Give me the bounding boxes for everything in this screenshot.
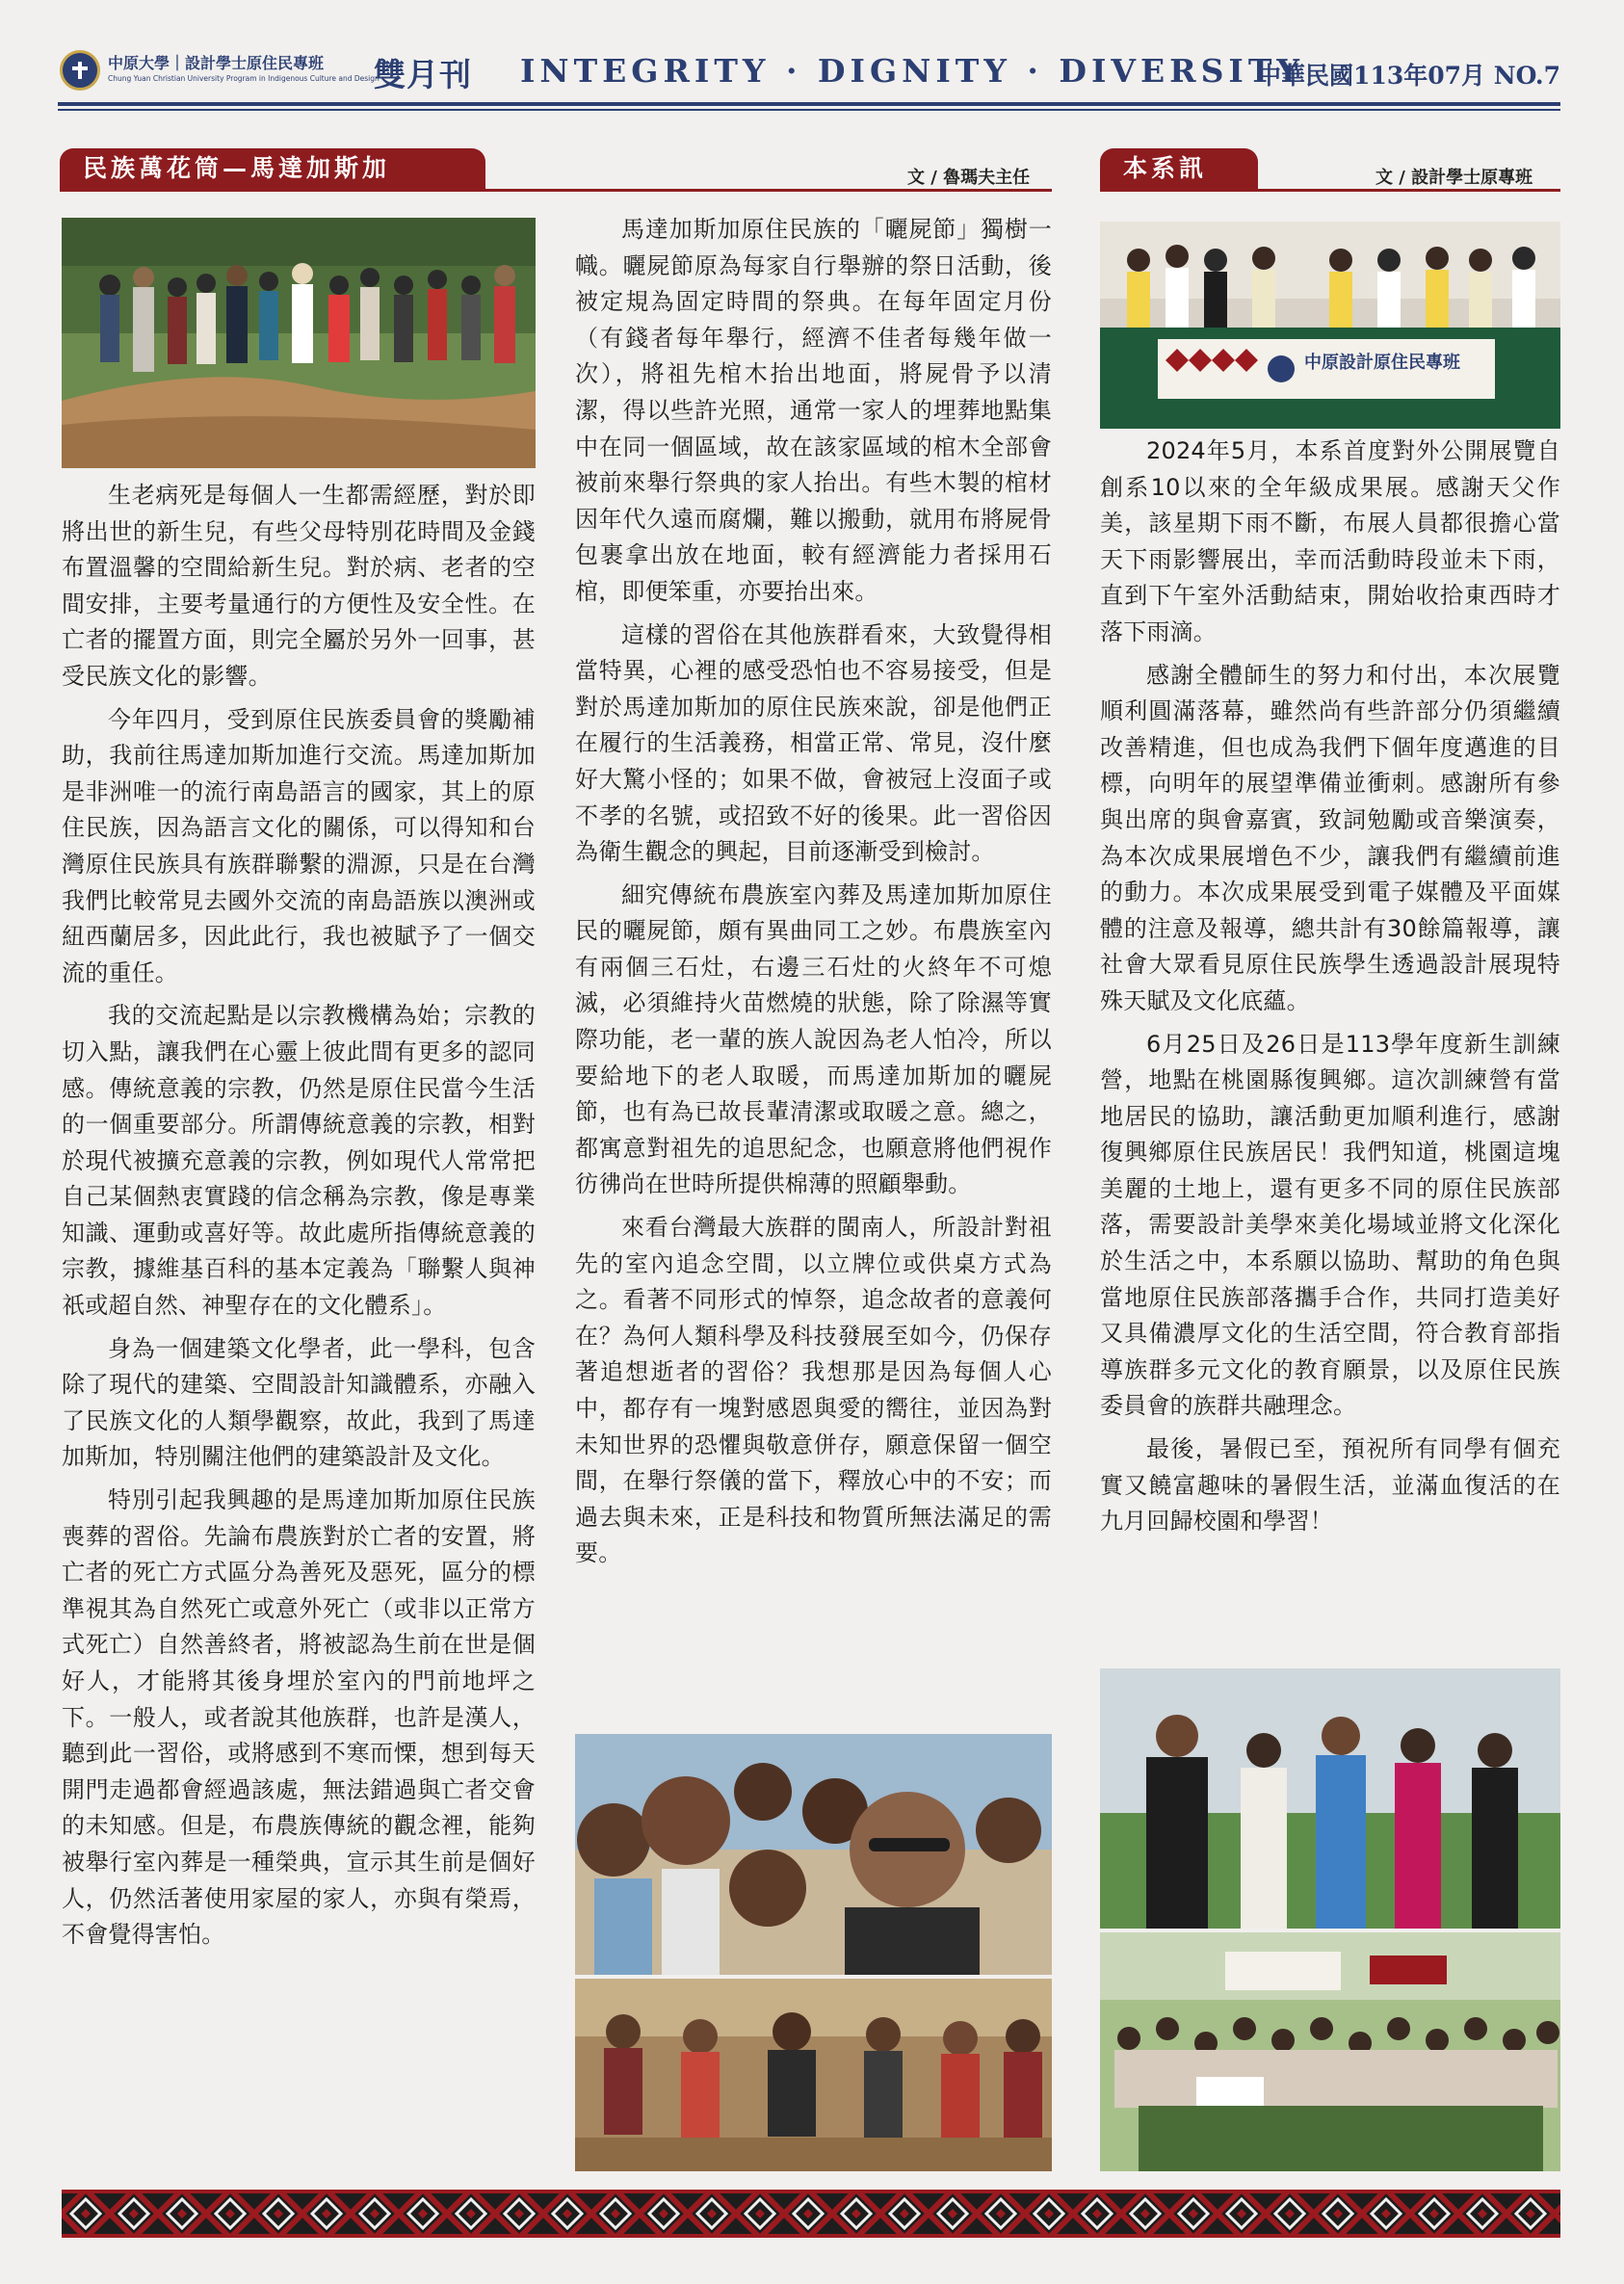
article-paragraph: 感謝全體師生的努力和付出，本次展覽順利圓滿落幕，雖然尚有些許部分仍須繼續改善精進，但也成為我們下個年度邁進的目標，向明年的展望準備並衝刺。感謝所有參與出席的與會嘉賓，致詞勉勵或音樂演奏，為本次成果展增色不少，讓我們有繼續前進的動力。本次成果展受到電子媒體及平面媒體的注意及報導，總共計有30餘篇報導，讓社會大眾看見原住民族學生透過設計展現特殊天賦及文化底蘊。 [1100, 661, 1560, 1014]
photo-exhibition-opening [1100, 222, 1560, 429]
section-underline [1100, 189, 1560, 192]
tribal-pattern-border [62, 2190, 1560, 2238]
article-paragraph: 2024年5月，本系首度對外公開展覽自創系10以來的全年級成果展。感謝天父作美，該星期下雨不斷，布展人員都很擔心當天下雨影響展出，幸而活動時段並未下雨，直到下午室外活動結束，開始收拾東西時才落下雨滴。 [1100, 437, 1560, 645]
photo-village-group [575, 1979, 1052, 2171]
article-paragraph: 我的交流起點是以宗教機構為始；宗教的切入點，讓我們在心靈上彼此間有更多的認同感。傳統意義的宗教，仍然是原住民當今生活的一個重要部分。所謂傳統意義的宗教，相對於現代被擴充意義的宗教，例如現代人常常把自己某個熱衷實踐的信念稱為宗教，像是專業知識、運動或喜好等。故此處所指傳統意義的宗教，據維基百科的基本定義為「聯繫人與神祇或超自然、神聖存在的文化體系」。 [62, 1002, 536, 1320]
photo-crowd-event [1100, 1932, 1560, 2171]
exhibition-banner-text: 中原設計原住民專班 [1304, 353, 1460, 373]
article-paragraph: 特別引起我興趣的是馬達加斯加原住民族喪葬的習俗。先論布農族對於亡者的安置，將亡者的死亡方式區分為善死及惡死，區分的標準視其為自然死亡或意外死亡（或非以正常方式死亡）自然善終者，將被認為生前在世是個好人，才能將其後身埋於室內的門前地坪之下。一般人，或者說其他族群，也許是漢人，聽到此一習俗，或將感到不寒而慄，想到每天開門走過都會經過該處，無法錯過與亡者交會的未知感。但是，布農族傳統的觀念裡，能夠被舉行室內葬是一種榮典，宣示其生前是個好人，仍然活著使用家屋的家人，亦與有榮焉，不會覺得害怕。 [62, 1486, 536, 1949]
issue-date: 中華民國113年07月 NO.7 [1257, 62, 1560, 90]
group-photo-madagascar-hike [62, 218, 536, 468]
header-divider-thin [58, 109, 1560, 111]
photo-dignitaries [1100, 1668, 1560, 1929]
section-title-ethnic-kaleidoscope: 民族萬花筒—馬達加斯加 [60, 148, 485, 189]
article-paragraph: 身為一個建築文化學者，此一學科，包含除了現代的建築、空間設計知識體系，亦融入了民族文化的人類學觀察，故此，我到了馬達加斯加，特別關注他們的建築設計及文化。 [62, 1334, 536, 1471]
section-underline [60, 189, 1052, 192]
article-column-1 [62, 478, 536, 1960]
article-paragraph: 這樣的習俗在其他族群看來，大致覺得相當特異，心裡的感受恐怕也不容易接受，但是對於馬達加斯加的原住民族來說，卻是他們正在履行的生活義務，相當正常、常見，沒什麼好大驚小怪的；如果不做，會被冠上沒面子或不孝的名號，或招致不好的後果。此一習俗因為衛生觀念的興起，目前逐漸受到檢討。 [575, 620, 1052, 866]
header-divider [58, 102, 1560, 106]
section-title-department-news: 本系訊 [1100, 148, 1258, 189]
article-paragraph: 今年四月，受到原住民族委員會的獎勵補助，我前往馬達加斯加進行交流。馬達加斯加是非洲唯一的流行南島語言的國家，其上的原住民族，因為語言文化的關係，可以得知和台灣原住民族具有族群聯繫的淵源，只是在台灣我們比較常見去國外交流的南島語族以澳洲或紐西蘭居多，因此此行，我也被賦予了一個交流的重任。 [62, 705, 536, 986]
university-emblem-icon [60, 50, 100, 91]
article-paragraph: 來看台灣最大族群的閩南人，所設計對祖先的室內追念空間，以立牌位或供桌方式為之。看著不同形式的悼祭，追念故者的意義何在？為何人類科學及科技發展至如今，仍保存著追想逝者的習俗？我想那是因為每個人心中，都存有一塊對感恩與愛的嚮往，並因為對未知世界的恐懼與敬意併存，願意保留一個空間，在舉行祭儀的當下，釋放心中的不安；而過去與未來，正是科技和物質所無法滿足的需要。 [575, 1214, 1052, 1567]
article-paragraph: 馬達加斯加原住民族的「曬屍節」獨樹一幟。曬屍節原為每家自行舉辦的祭日活動，後被定規為固定時間的祭典。在每年固定月份（有錢者每年舉行，經濟不佳者每幾年做一次），將祖先棺木抬出地面，將屍骨予以清潔，得以些許光照，通常一家人的埋葬地點集中在同一個區域，故在該家區域的棺木全部會被前來舉行祭典的家人抬出。有些木製的棺材因年代久遠而腐爛，難以搬動，就用布將屍骨包裹拿出放在地面，較有經濟能力者採用石棺，即便笨重，亦要抬出來。 [575, 216, 1052, 605]
article-paragraph: 最後，暑假已至，預祝所有同學有個充實又饒富趣味的暑假生活，並滿血復活的在九月回歸校園和學習！ [1100, 1435, 1560, 1536]
article-paragraph: 細究傳統布農族室內葬及馬達加斯加原住民的曬屍節，頗有異曲同工之妙。布農族室內有兩個三石灶，右邊三石灶的火終年不可熄滅，必須維持火苗燃燒的狀態，除了除濕等實際功能，老一輩的族人說因為老人怕冷，所以要給地下的老人取暖，而馬達加斯加的曬屍節，也有為已故長輩清潔或取暖之意。總之，都寓意對祖先的追思紀念，也願意將他們視作彷彿尚在世時所提供棉薄的照顧舉動。 [575, 880, 1052, 1198]
byline-left: 文 / 魯瑪夫主任 [907, 168, 1031, 188]
program-name-english: Chung Yuan Christian University Program in Indigenous Culture and Design [108, 74, 380, 83]
article-column-3 [1100, 433, 1560, 1547]
byline-right: 文 / 設計學士原專班 [1375, 168, 1533, 188]
motto: INTEGRITY · DIGNITY · DIVERSITY [520, 52, 1304, 90]
masthead [58, 42, 1560, 110]
photo-selfie-with-children [575, 1734, 1052, 1975]
article-paragraph: 6月25日及26日是113學年度新生訓練營，地點在桃園縣復興鄉。這次訓練營有當地居民的協助，讓活動更加順利進行，感謝復興鄉原住民族居民！我們知道，桃園這塊美麗的土地上，還有更多不同的原住民族部落，需要設計美學來美化場域並將文化深化於生活之中，本系願以協助、幫助的角色與當地原住民族部落攜手合作，共同打造美好又具備濃厚文化的生活空間，符合教育部指導族群多元文化的教育願景，以及原住民族委員會的族群共融理念。 [1100, 1030, 1560, 1420]
program-name: 中原大學｜設計學士原住民專班 [108, 54, 325, 72]
publication-name: 雙月刊 [374, 56, 472, 93]
article-paragraph: 生老病死是每個人一生都需經歷，對於即將出世的新生兒，有些父母特別花時間及金錢布置溫馨的空間給新生兒。對於病、老者的空間安排，主要考量通行的方便性及安全性。在亡者的擺置方面，則完全屬於另外一回事，甚受民族文化的影響。 [62, 482, 536, 690]
article-column-2 [575, 212, 1052, 1579]
